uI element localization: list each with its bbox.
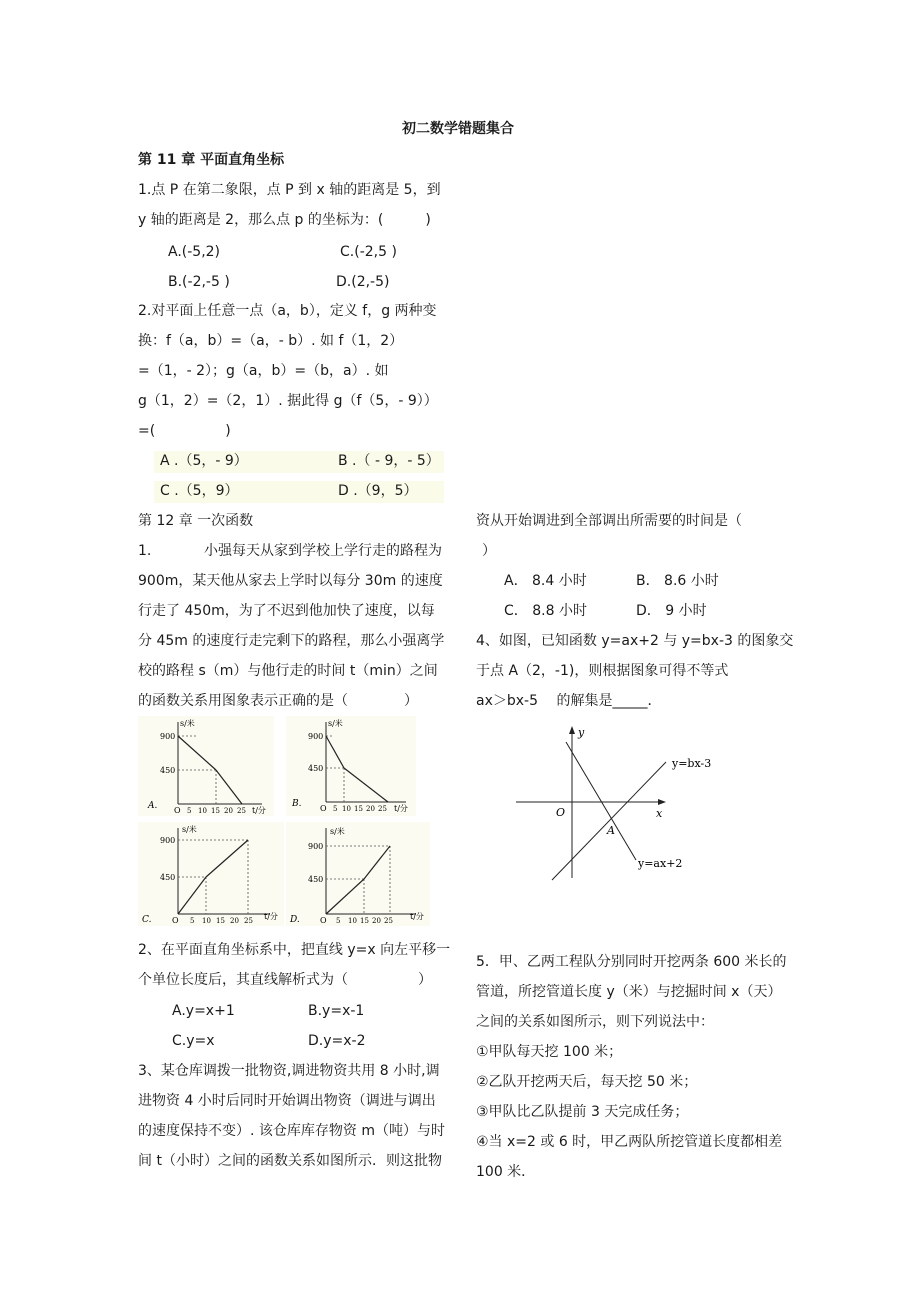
graph-letter: B. xyxy=(292,799,302,809)
question-text: 管道，所挖管道长度 y（米）与挖掘时间 x（天） xyxy=(476,984,782,1000)
y-axis-label: s/米 xyxy=(328,719,343,728)
line-label: y=bx-3 xyxy=(672,757,712,770)
tick-label: 5 xyxy=(190,917,195,925)
option-b: B .（ - 9，- 5） xyxy=(338,453,440,469)
tick-label: 25 xyxy=(384,917,393,925)
option-b: B.(-2,-5 ) xyxy=(168,274,230,290)
question-text: ①甲队每天挖 100 米； xyxy=(476,1044,623,1060)
tick-label: 10 xyxy=(198,807,207,815)
tick-label: 10 xyxy=(348,917,357,925)
question-text: 进物资 4 小时后同时开始调出物资（调进与调出 xyxy=(138,1093,436,1109)
tick-label: 15 xyxy=(360,917,369,925)
option-b: B． 8.6 小时 xyxy=(636,573,719,589)
option-c: C.(-2,5 ) xyxy=(340,244,397,260)
question-number: 1. xyxy=(138,543,152,559)
tick-label: 15 xyxy=(354,805,363,813)
tick-label: 450 xyxy=(308,875,324,884)
question-text: ②乙队开挖两天后，每天挖 50 米； xyxy=(476,1074,698,1090)
tick-label: 25 xyxy=(378,805,387,813)
tick-label: 900 xyxy=(308,732,324,741)
graph-letter: C. xyxy=(142,915,152,925)
question-text: 的速度保持不变）. 该仓库库存物资 m（吨）与时 xyxy=(138,1123,445,1139)
intersecting-lines-graph xyxy=(510,722,720,888)
tick-label: 20 xyxy=(230,917,239,925)
tick-label: 5 xyxy=(187,807,192,815)
question-text: g（1，2）=（2，1）. 据此得 g（f（5，- 9）） xyxy=(138,393,438,409)
tick-label: 5 xyxy=(336,917,341,925)
question-text: ） xyxy=(482,543,496,559)
graph-option-a xyxy=(138,716,274,816)
tick-label: 900 xyxy=(308,842,324,851)
option-a: A． 8.4 小时 xyxy=(504,573,587,589)
option-d: D.(2,-5) xyxy=(336,274,390,290)
tick-label: 450 xyxy=(160,873,176,882)
question-text: ④当 x=2 或 6 时，甲乙两队所挖管道长度都相差 xyxy=(476,1134,783,1150)
question-text: 5．甲、乙两工程队分别同时开挖两条 600 米长的 xyxy=(476,954,787,970)
question-text: 间 t（小时）之间的函数关系如图所示．则这批物 xyxy=(138,1153,442,1169)
question-text: 100 米． xyxy=(476,1164,536,1180)
x-axis-label: t/分 xyxy=(252,806,266,815)
tick-label: 10 xyxy=(202,917,211,925)
option-a: A.(-5,2) xyxy=(168,244,221,260)
question-text: ax＞bx-5 的解集是_____． xyxy=(476,693,662,709)
origin-label: O xyxy=(174,806,181,815)
option-d: D .（9，5） xyxy=(338,483,418,499)
graph-letter: D. xyxy=(290,915,300,925)
y-axis-label: s/米 xyxy=(330,827,345,836)
question-text: 4、如图，已知函数 y=ax+2 与 y=bx-3 的图象交 xyxy=(476,633,794,649)
question-text: 之间的关系如图所示，则下列说法中： xyxy=(476,1014,714,1030)
graph-option-c xyxy=(138,822,284,926)
tick-label: 900 xyxy=(160,732,176,741)
x-axis-label: x xyxy=(656,807,663,820)
tick-label: 20 xyxy=(366,805,375,813)
y-axis-label: y xyxy=(578,726,585,739)
chapter-12-heading: 第 12 章 一次函数 xyxy=(138,513,254,529)
origin-label: O xyxy=(556,806,566,819)
question-text: 校的路程 s（m）与他行走的时间 t（min）之间 xyxy=(138,663,438,679)
tick-label: 15 xyxy=(211,807,220,815)
option-c: C． 8.8 小时 xyxy=(504,603,587,619)
document-title: 初二数学错题集合 xyxy=(402,121,514,137)
question-text: 行走了 450m，为了不迟到他加快了速度，以每 xyxy=(138,603,435,619)
tick-label: 5 xyxy=(333,805,338,813)
x-axis-label: t/分 xyxy=(264,912,278,921)
y-axis-label: s/米 xyxy=(182,825,197,834)
x-axis-label: t/分 xyxy=(394,804,408,813)
chapter-11-heading: 第 11 章 平面直角坐标 xyxy=(138,152,285,168)
question-text: ③甲队比乙队提前 3 天完成任务； xyxy=(476,1104,689,1120)
question-text: 小强每天从家到学校上学行走的路程为 xyxy=(204,543,442,559)
tick-label: 15 xyxy=(216,917,225,925)
graph-option-d xyxy=(286,822,430,926)
tick-label: 10 xyxy=(342,805,351,813)
question-text: 2.对平面上任意一点（a，b），定义 f，g 两种变 xyxy=(138,303,437,319)
tick-label: 20 xyxy=(372,917,381,925)
question-text: =( ) xyxy=(138,423,231,439)
tick-label: 20 xyxy=(224,807,233,815)
question-text: 3、某仓库调拨一批物资,调进物资共用 8 小时,调 xyxy=(138,1063,440,1079)
line-label: y=ax+2 xyxy=(638,857,683,870)
tick-label: 450 xyxy=(160,766,176,775)
tick-label: 450 xyxy=(308,764,324,773)
option-b: B.y=x-1 xyxy=(308,1003,365,1019)
option-d: D.y=x-2 xyxy=(308,1033,366,1049)
question-text: 2、在平面直角坐标系中，把直线 y=x 向左平移一 xyxy=(138,942,451,958)
origin-label: O xyxy=(320,916,327,925)
option-a: A .（5，- 9） xyxy=(160,453,248,469)
point-a-label: A xyxy=(607,824,615,837)
option-c: C.y=x xyxy=(172,1033,215,1049)
graph-option-b xyxy=(286,716,416,816)
question-text: 900m，某天他从家去上学时以每分 30m 的速度 xyxy=(138,573,443,589)
origin-label: O xyxy=(320,804,327,813)
question-text: 个单位长度后，其直线解析式为（ ） xyxy=(138,972,432,988)
y-axis-label: s/米 xyxy=(180,719,195,728)
x-axis-label: t/分 xyxy=(410,912,424,921)
question-text: 1.点 P 在第二象限，点 P 到 x 轴的距离是 5，到 xyxy=(138,182,441,198)
tick-label: 25 xyxy=(237,807,246,815)
option-a: A.y=x+1 xyxy=(172,1003,235,1019)
question-text: y 轴的距离是 2，那么点 p 的坐标为：( ) xyxy=(138,212,431,228)
option-d: D． 9 小时 xyxy=(636,603,707,619)
question-text: 分 45m 的速度行走完剩下的路程，那么小强离学 xyxy=(138,633,445,649)
question-text: 于点 A（2，-1)，则根据图象可得不等式 xyxy=(476,663,729,679)
origin-label: O xyxy=(172,916,179,925)
tick-label: 25 xyxy=(244,917,253,925)
option-c: C .（5，9） xyxy=(160,483,239,499)
question-text: 资从开始调进到全部调出所需要的时间是（ xyxy=(476,513,742,529)
question-text: 的函数关系用图象表示正确的是（ ） xyxy=(138,693,418,709)
question-text: =（1，- 2）；g（a，b）=（b，a）. 如 xyxy=(138,363,389,379)
tick-label: 900 xyxy=(160,836,176,845)
graph-letter: A. xyxy=(148,801,158,811)
question-text: 换：f（a，b）=（a，- b）. 如 f（1，2） xyxy=(138,333,404,349)
